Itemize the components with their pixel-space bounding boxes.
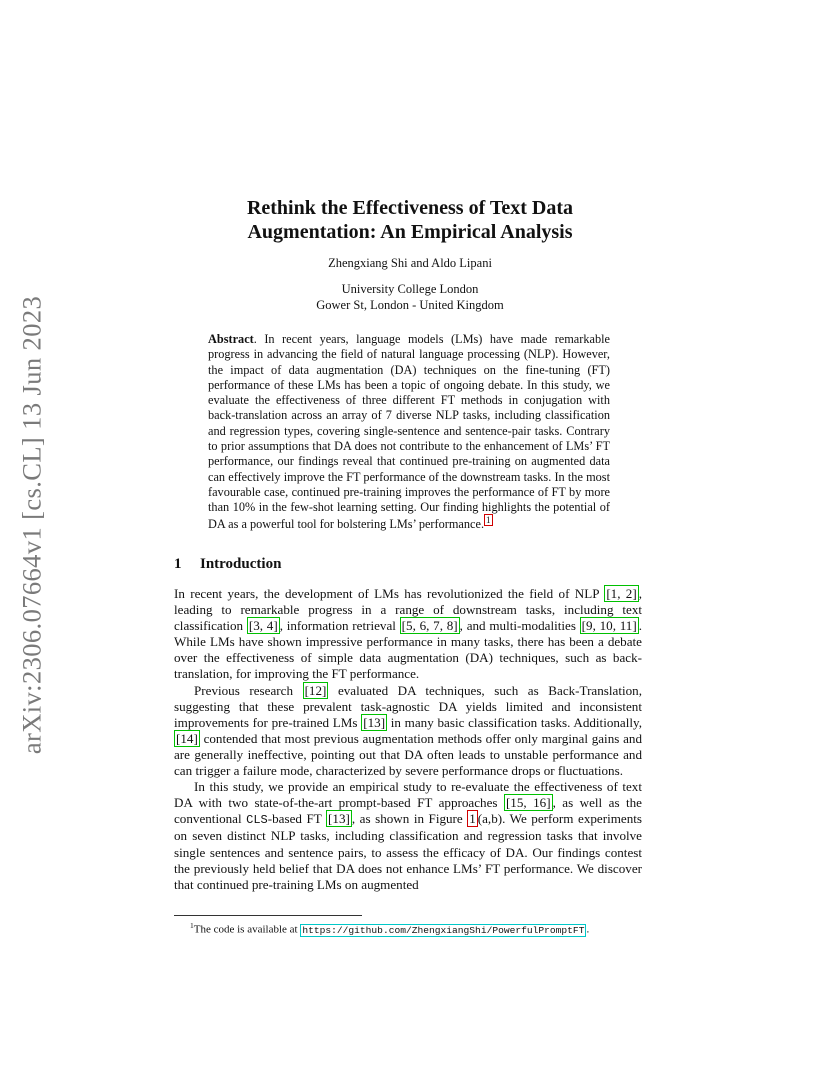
arxiv-identifier: arXiv:2306.07664v1 [cs.CL] 13 Jun 2023 xyxy=(16,295,47,755)
section-title: Introduction xyxy=(200,556,282,572)
paragraph-3 xyxy=(174,779,642,893)
text-span: , as well as the conventional xyxy=(174,795,642,827)
citation-link[interactable]: [13] xyxy=(328,811,350,827)
text-span: contended that most previous augmentation methods offer only marginal gains and are generally ineffective, pointing out that DA often leads to unstable performance and can trigger a failure mode, characterized by severe performance drops or fluctuations. xyxy=(174,730,642,779)
footnote-ref-link[interactable]: 1 xyxy=(486,514,491,525)
citation-link[interactable]: [5, 6, 7, 8] xyxy=(401,618,458,634)
text-span: -based FT xyxy=(267,811,327,827)
introduction-body xyxy=(174,586,642,893)
citation-link[interactable]: [14] xyxy=(176,730,198,746)
text-span: . While LMs have shown impressive performance in many tasks, there has been a debate over the effectiveness of simple data augmentation (DA) techniques, such as back-translation, for improving the FT performance. xyxy=(174,618,642,682)
title-line-2: Augmentation: An Empirical Analysis xyxy=(247,221,573,243)
paper-title xyxy=(160,196,660,244)
section-number: 1 xyxy=(174,556,182,572)
footnote xyxy=(190,921,589,936)
title-line-1: Rethink the Effectiveness of Text Data xyxy=(246,197,574,219)
text-span: in many basic classification tasks. Additionally, xyxy=(387,714,642,730)
paragraph-1 xyxy=(174,586,642,683)
authors: Zhengxiang Shi and Aldo Lipani xyxy=(328,256,492,270)
text-span: , information retrieval xyxy=(279,618,400,634)
citation-link[interactable]: [9, 10, 11] xyxy=(581,618,637,634)
text-span: , leading to remarkable progress in a range of downstream tasks, including text classification xyxy=(174,586,642,634)
section-heading-introduction xyxy=(174,556,281,573)
citation-link[interactable]: [13] xyxy=(363,714,386,730)
footnote-divider xyxy=(174,915,362,916)
footnote-text: The code is available at xyxy=(193,923,301,936)
affiliation xyxy=(160,281,660,313)
abstract xyxy=(208,332,610,532)
footnote-end: . xyxy=(586,923,590,936)
citation-link[interactable]: [1, 2] xyxy=(606,586,637,601)
affiliation-line-2: Gower St, London - United Kingdom xyxy=(316,298,504,312)
text-span: (a,b). We perform experiments on seven distinct NLP tasks, including classification and regression tasks that involve single sentences and sentence pairs, to assess the efficacy of DA. Our findings contest the previously held belief that DA does not enhance LMs’ FT performance. We discover that continued pre-training LMs on augmented xyxy=(174,811,642,892)
text-span: , and multi-modalities xyxy=(459,618,580,634)
citation-link[interactable]: [12] xyxy=(304,682,327,698)
arxiv-sidebar xyxy=(16,290,48,760)
text-span: Previous research xyxy=(194,682,303,698)
cls-token: CLS xyxy=(246,813,268,828)
abstract-label: Abstract xyxy=(208,332,254,346)
text-span: evaluated DA techniques, such as Back-Translation, suggesting that these prevalent task-agnostic DA yields limited and inconsistent improvements for pre-trained LMs xyxy=(174,682,642,730)
paragraph-2 xyxy=(174,683,642,780)
abstract-text: . In recent years, language models (LMs) have made remarkable progress in advancing the field of natural language processing (NLP). However, the impact of data augmentation (DA) techniques on the fine-tuning (FT) performance of these LMs has been a topic of ongoing debate. In this study, we evaluate the effectiveness of three different FT methods in conjugation with back-translation across an array of 7 diverse NLP tasks, including classification and regression types, covering single-sentence and sentence-pair tasks. Contrary to prior assumptions that DA does not contribute to the enhancement of LMs’ FT performance, our findings reveal that continued pre-training on augmented data can effectively improve the FT performance of the downstream tasks. In the most favourable case, continued pre-training improves the performance of FT by more than 10% in the few-shot learning setting. Our finding highlights the potential of DA as a powerful tool for bolstering LMs’ performance. xyxy=(208,332,610,531)
citation-link[interactable]: [15, 16] xyxy=(505,795,551,811)
text-span: In this study, we provide an empirical study to re-evaluate the effectiveness of text DA with two state-of-the-art prompt-based FT approaches xyxy=(174,779,642,811)
citation-link[interactable]: [3, 4] xyxy=(248,618,278,634)
text-span: , as shown in Figure xyxy=(351,811,468,827)
affiliation-line-1: University College London xyxy=(341,282,479,296)
text-span: In recent years, the development of LMs has revolutionized the field of NLP xyxy=(174,586,605,601)
code-url-link[interactable]: https://github.com/ZhengxiangShi/PowerfulPromptFT xyxy=(302,924,585,936)
footnote-mark: 1 xyxy=(190,921,194,930)
figure-ref-link[interactable]: 1 xyxy=(469,811,476,827)
